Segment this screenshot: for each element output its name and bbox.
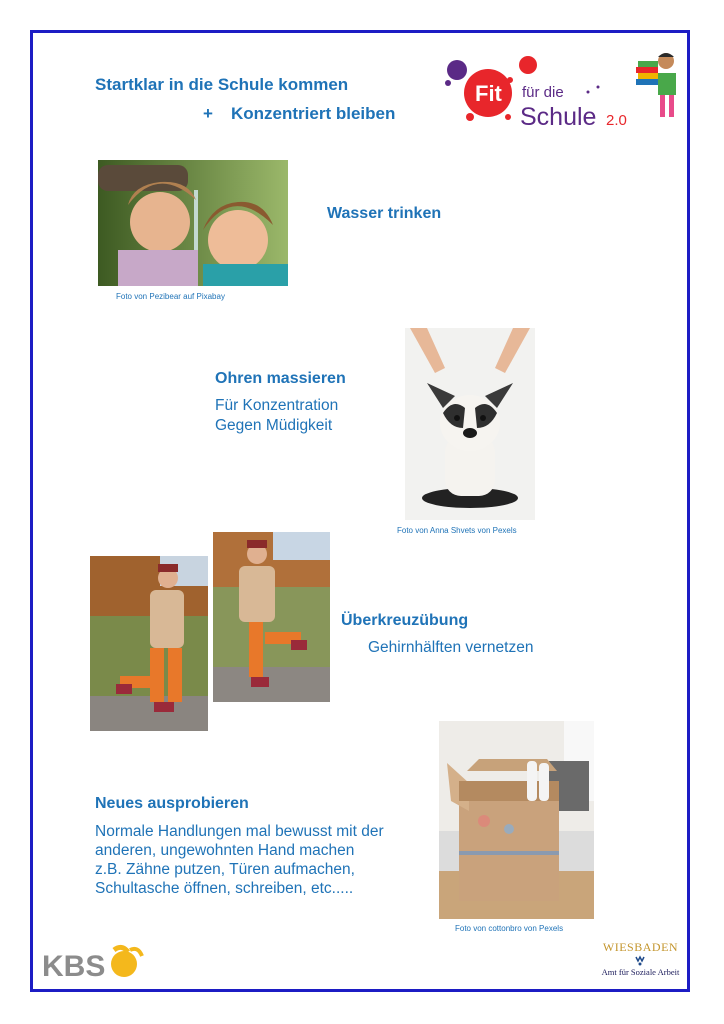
cross-heading: Überkreuzübung [341,612,469,629]
new-heading: Neues ausprobieren [95,795,249,812]
new-line1: Normale Handlungen mal bewusst mit der [95,823,384,840]
office-text: Amt für Soziale Arbeit [601,967,680,977]
new-line2: anderen, ungewohnten Hand machen [95,842,355,859]
page-title-line2: Konzentriert bleiben [231,104,396,123]
logo-schule-text: Schule [520,103,597,131]
new-line4: Schultasche öffnen, schreiben, etc..... [95,880,354,897]
kbs-logo [42,942,152,982]
cross-line1: Gehirnhälften vernetzen [368,639,534,656]
bulldog-photo-caption: Foto von Anna Shvets von Pexels [397,526,517,535]
cross-exercise-photo-1 [90,556,208,731]
wiesbaden-text: WIESBADEN [602,940,679,954]
box-photo-caption: Foto von cottonbro von Pexels [455,924,564,933]
child-with-books-icon [636,53,676,117]
french-bulldog-photo [405,328,535,520]
kbs-text: KBS [42,950,106,982]
children-drinking-water-photo [98,160,288,286]
page-title-line1: Startklar in die Schule kommen [95,75,349,94]
title-plus-sign: + [203,104,213,123]
water-photo-caption: Foto von Pezibear auf Pixabay [116,292,225,301]
wiesbaden-logo [598,940,683,990]
ears-heading: Ohren massieren [215,370,346,387]
ears-line2: Gegen Müdigkeit [215,417,333,434]
cross-exercise-photo-2 [213,532,330,702]
box-with-socks-photo [439,721,594,919]
fit-fuer-die-schule-logo [440,45,690,135]
ears-line1: Für Konzentration [215,397,339,414]
water-heading: Wasser trinken [327,205,442,222]
new-line3: z.B. Zähne putzen, Türen aufmachen, [95,861,355,878]
wiesbaden-emblem-icon [598,955,683,967]
logo-fuer-die-text: für die [522,84,564,101]
logo-version-text: 2.0 [606,112,627,129]
logo-fit-text: Fit [475,81,502,106]
